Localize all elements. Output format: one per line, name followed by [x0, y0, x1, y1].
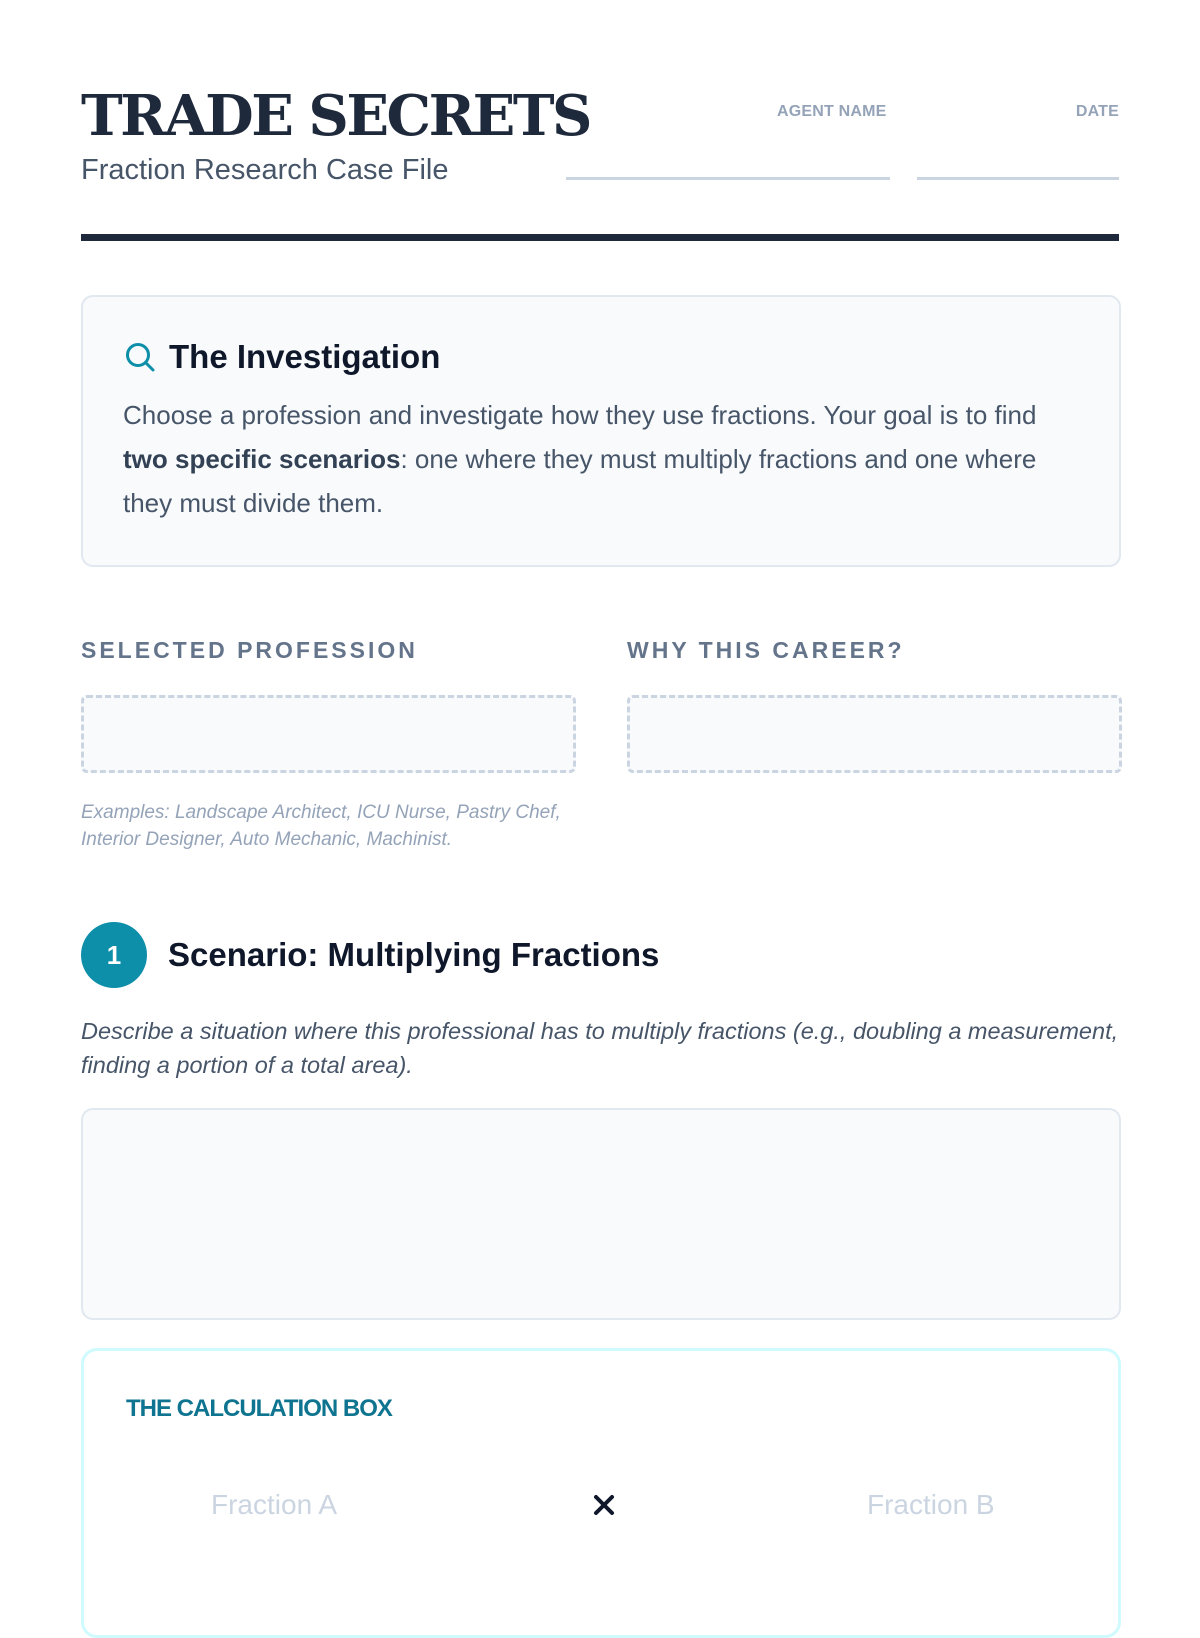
agent-name-field[interactable] [566, 177, 890, 180]
calculation-box-title: THE CALCULATION BOX [126, 1395, 392, 1422]
times-icon [589, 1487, 619, 1523]
fraction-b-field[interactable]: Fraction B [867, 1489, 995, 1520]
fraction-a-field[interactable]: Fraction A [211, 1489, 338, 1520]
agent-name-label: AGENT NAME [777, 103, 887, 120]
selected-profession-input[interactable] [81, 695, 576, 773]
investigation-body [123, 393, 1079, 525]
investigation-title: The Investigation [169, 338, 441, 375]
date-label: DATE [1075, 103, 1119, 120]
scenario-1-answer-area[interactable] [81, 1108, 1121, 1320]
calculation-box [81, 1348, 1121, 1638]
why-career-section [627, 632, 1122, 773]
selected-profession-label: SELECTED PROFESSION [81, 637, 418, 663]
profession-examples-hint: Examples: Landscape Architect, ICU Nurse, Pastry Chef, Interior Designer, Auto Mechanic, Machinist. [81, 802, 561, 850]
calculation-row [84, 1485, 1118, 1525]
investigation-header [123, 335, 1079, 379]
scenario-1-header [81, 922, 659, 988]
selected-profession-section [81, 632, 576, 853]
search-icon [123, 340, 157, 374]
date-field[interactable] [917, 177, 1119, 180]
page-title: TRADE SECRETS [81, 83, 590, 149]
investigation-card [81, 295, 1121, 567]
scenario-number-badge: 1 [81, 922, 147, 988]
investigation-body-emphasis: two specific scenarios [123, 444, 401, 474]
why-career-input[interactable] [627, 695, 1122, 773]
header [81, 0, 1119, 242]
scenario-1-title: Scenario: Multiplying Fractions [168, 936, 660, 973]
header-divider [81, 234, 1119, 241]
investigation-body-start: Choose a profession and investigate how they use fractions. Your goal is to find [123, 400, 1037, 430]
investigation-body-end: : one where they must multiply fractions and one where they must divide them. [123, 444, 1037, 518]
scenario-1-description: Describe a situation where this professional has to multiply fractions (e.g., doubling a measurement, finding a portion of a total area). [81, 1018, 1119, 1078]
why-career-label: WHY THIS CAREER? [627, 637, 905, 663]
page-subtitle: Fraction Research Case File [81, 154, 449, 186]
